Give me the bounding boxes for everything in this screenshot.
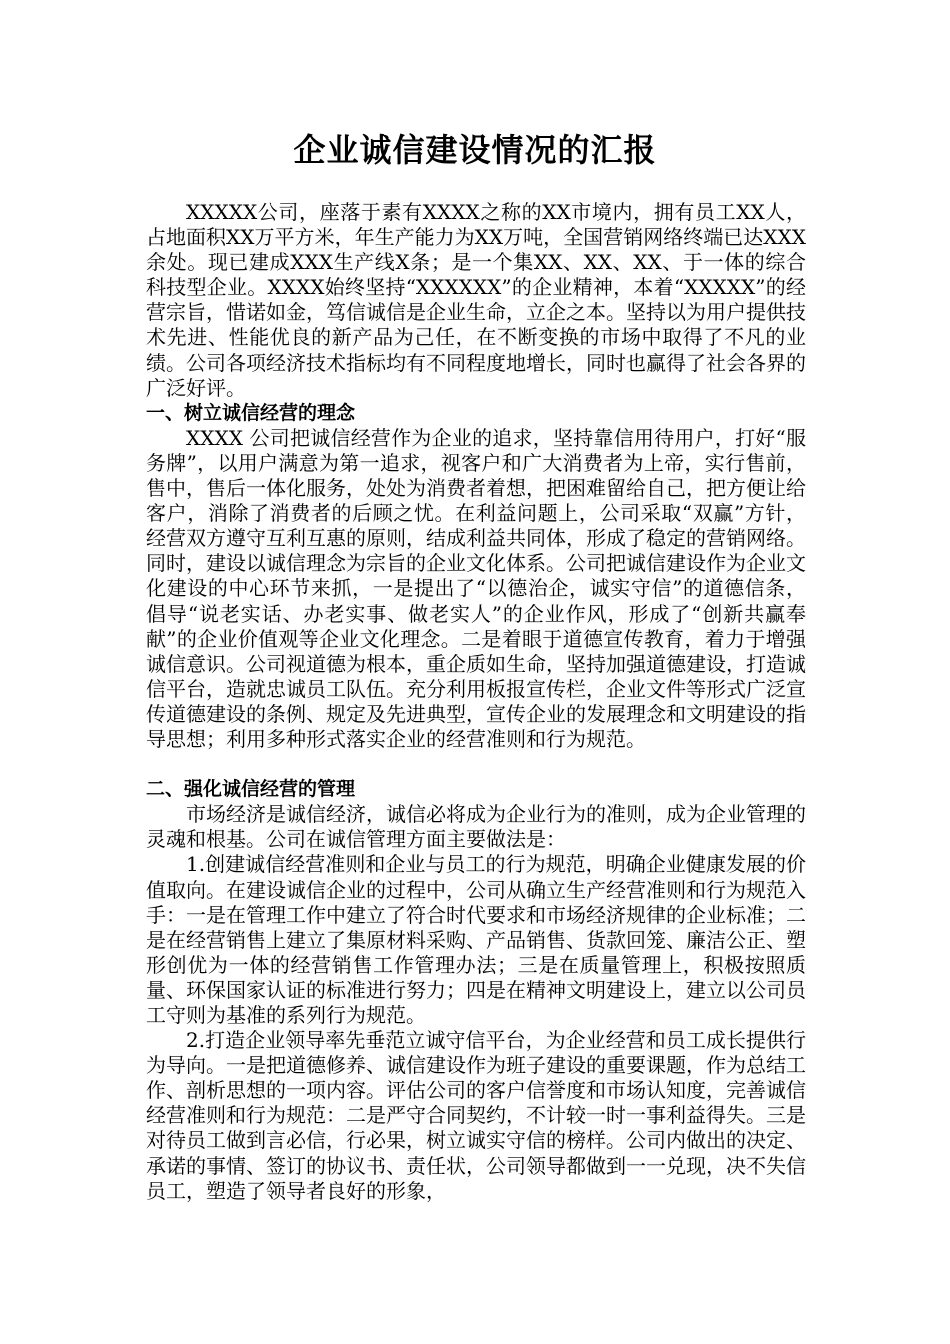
document-body bbox=[146, 200, 806, 1204]
section-2-item-1: 1.创建诚信经营准则和企业与员工的行为规范，明确企业健康发展的价值取向。在建设诚信企业的过程中，公司从确立生产经营准则和行为规范入手：一是在管理工作中建立了符合时代要求和市场经济规律的企业标准；二是在经营销售上建立了集原材料采购、产品销售、货款回笼、廉洁公正、塑形创优为一体的经营销售工作管理办法；三是在质量管理上，积极按照质量、环保国家认证的标准进行努力；四是在精神文明建设上，建立以公司员工守则为基准的系列行为规范。 bbox=[146, 852, 806, 1027]
section-2-paragraph: 市场经济是诚信经济，诚信必将成为企业行为的准则，成为企业管理的灵魂和根基。公司在诚信管理方面主要做法是： bbox=[146, 802, 806, 852]
section-1-paragraph: XXXX 公司把诚信经营作为企业的追求，坚持靠信用待用户，打好“服务牌”，以用户满意为第一追求，视客户和广大消费者为上帝，实行售前，售中，售后一体化服务，处处为消费者着想，把困难留给自己，把方便让给客户，消除了消费者的后顾之忧。在利益问题上，公司采取“双赢”方针，经营双方遵守互利互惠的原则，结成利益共同体，形成了稳定的营销网络。同时，建设以诚信理念为宗旨的企业文化体系。公司把诚信建设作为企业文化建设的中心环节来抓，一是提出了“以德治企，诚实守信”的道德信条，倡导“说老实话、办老实事、做老实人”的企业作风，形成了“创新共赢奉献”的企业价值观等企业文化理念。二是着眼于道德宣传教育，着力于增强诚信意识。公司视道德为根本，重企质如生命，坚持加强道德建设，打造诚信平台，造就忠诚员工队伍。充分利用板报宣传栏，企业文件等形式广泛宣传道德建设的条例、规定及先进典型，宣传企业的发展理念和文明建设的指导思想；利用多种形式落实企业的经营准则和行为规范。 bbox=[146, 425, 806, 751]
blank-line bbox=[146, 752, 806, 777]
intro-paragraph: XXXXX公司，座落于素有XXXX之称的XX市境内，拥有员工XX人，占地面积XX万平方米，年生产能力为XX万吨，全国营销网络终端已达XXX余处。现已建成XXX生产线X条；是一个集XX、XX、XX、于一体的综合科技型企业。XXXX始终坚持“XXXXXX”的企业精神，本着“XXXXX”的经营宗旨，惜诺如金，笃信诚信是企业生命，立企之本。坚持以为用户提供技术先进、性能优良的新产品为己任，在不断变换的市场中取得了不凡的业绩。公司各项经济技术指标均有不同程度地增长，同时也赢得了社会各界的广泛好评。 bbox=[146, 200, 806, 400]
section-2-heading: 二、强化诚信经营的管理 bbox=[146, 778, 356, 801]
section-2-item-2: 2.打造企业领导率先垂范立诚守信平台，为企业经营和员工成长提供行为导向。一是把道德修养、诚信建设作为班子建设的重要课题，作为总结工作、剖析思想的一项内容。评估公司的客户信誉度和市场认知度，完善诚信经营准则和行为规范：二是严守合同契约，不计较一时一事利益得失。三是对待员工做到言必信，行必果，树立诚实守信的榜样。公司内做出的决定、承诺的事情、签订的协议书、责任状，公司领导都做到一一兑现，决不失信员工，塑造了领导者良好的形象， bbox=[146, 1028, 806, 1203]
section-1-heading: 一、树立诚信经营的理念 bbox=[146, 401, 356, 424]
document-title: 企业诚信建设情况的汇报 bbox=[293, 131, 657, 169]
